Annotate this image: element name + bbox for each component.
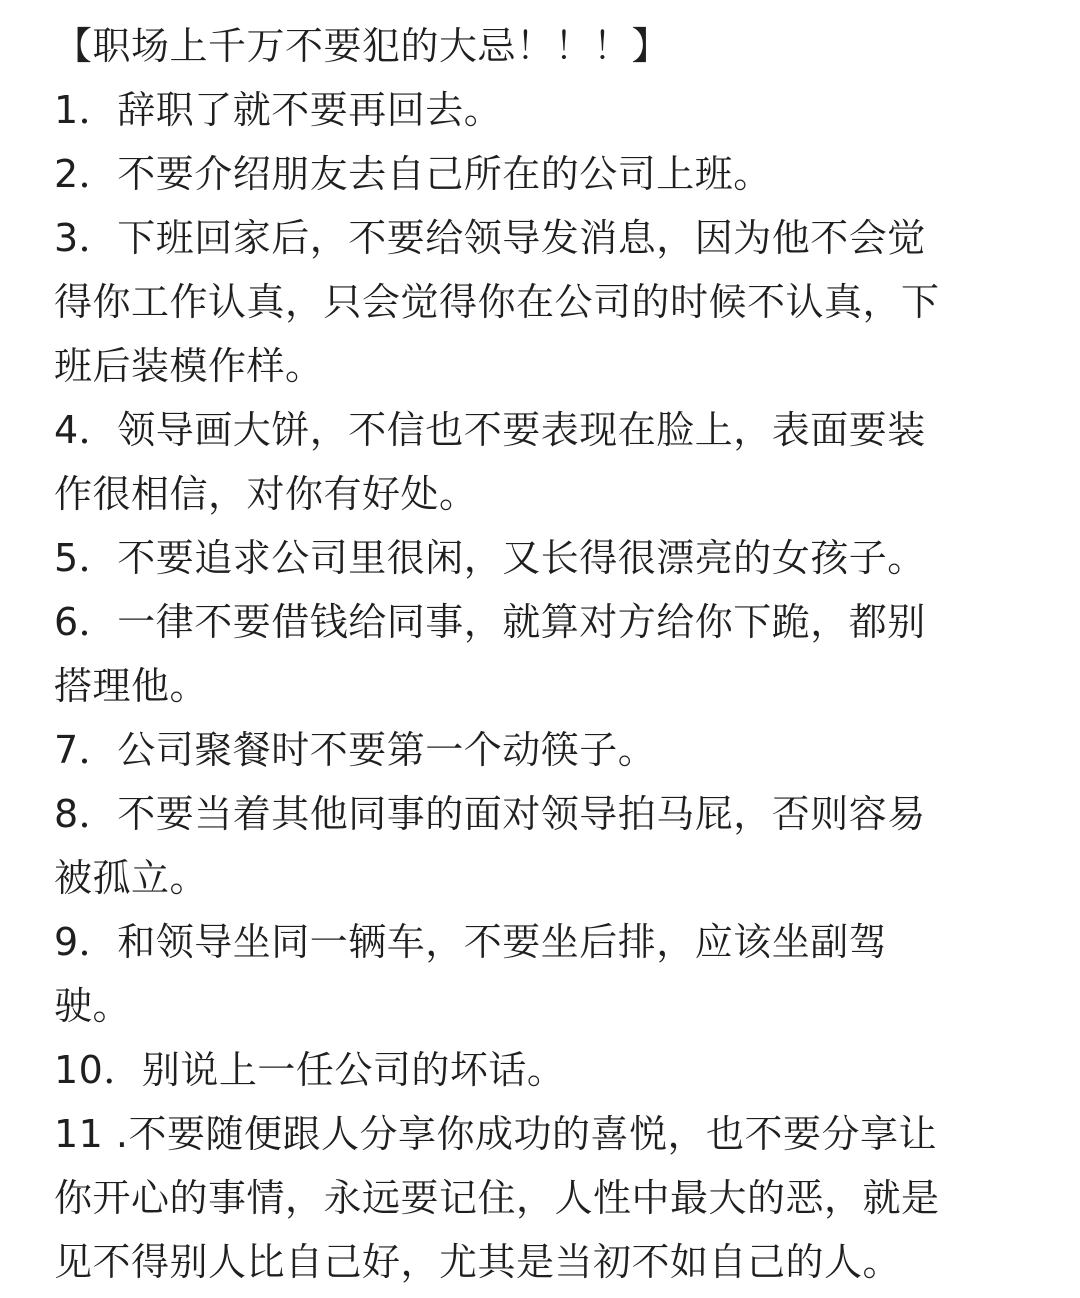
list-item-body: [54, 526, 1034, 590]
list-item-text: 一律不要借钱给同事，就算对方给你下跪，都别: [117, 600, 926, 644]
list-item-line: [54, 718, 1034, 782]
list-item-number: 9．: [54, 920, 118, 964]
list-item-number: 3．: [54, 216, 118, 260]
list-item-number: 4．: [54, 408, 118, 452]
list-item-number: 8．: [54, 792, 118, 836]
list-item-number: 5．: [54, 536, 118, 580]
list-item-body: [54, 206, 1034, 398]
list-item: [54, 1038, 1034, 1102]
list-item: [54, 398, 1034, 526]
list-item-line: [54, 590, 1034, 654]
list-item-line: [54, 206, 1034, 270]
list-item-body: [54, 1038, 1034, 1102]
list-item-text: 下班回家后，不要给领导发消息，因为他不会觉: [117, 216, 926, 260]
list-item-text: 不要介绍朋友去自己所在的公司上班。: [117, 152, 772, 196]
list-item-number: 7．: [54, 728, 118, 772]
list-item-body: [54, 910, 1034, 1038]
list-item-body: [54, 782, 1034, 910]
list-item-body: [54, 142, 1034, 206]
list-item-body: [54, 590, 1034, 718]
list-item-line: [54, 78, 1034, 142]
list-item-text: 驶。: [54, 984, 132, 1028]
list-item-text: 不要追求公司里很闲，又长得很漂亮的女孩子。: [117, 536, 926, 580]
list-item: [54, 206, 1034, 398]
list-item: [54, 590, 1034, 718]
list-item-body: [54, 78, 1034, 142]
list-item-line: [54, 910, 1034, 974]
list-item-text: 别说上一任公司的坏话。: [141, 1048, 566, 1092]
list-item-text: 领导画大饼，不信也不要表现在脸上，表面要装: [117, 408, 926, 452]
list-item-line: [54, 782, 1034, 846]
list-item: [54, 910, 1034, 1038]
article: [54, 14, 1034, 1294]
list-item-body: [54, 398, 1034, 526]
list-item: [54, 78, 1034, 142]
list-item-line: [54, 142, 1034, 206]
list-item-body: [54, 718, 1034, 782]
list-item-text: 你开心的事情，永远要记住，人性中最大的恶，就是: [54, 1176, 940, 1220]
list-item-line: [54, 526, 1034, 590]
list-item-number: 6．: [54, 600, 118, 644]
list-item-text: 见不得别人比自己好，尤其是当初不如自己的人。: [54, 1240, 902, 1284]
list-item-number: 10．: [54, 1048, 142, 1092]
list-item-number: 2．: [54, 152, 118, 196]
list-item-text: 辞职了就不要再回去。: [117, 88, 503, 132]
list-item-line: [54, 1102, 1034, 1166]
list-item: [54, 718, 1034, 782]
list-item-number: 11 .: [54, 1112, 129, 1156]
list-item-text: 公司聚餐时不要第一个动筷子。: [117, 728, 657, 772]
list-item-text: 作很相信，对你有好处。: [54, 472, 478, 516]
article-title: 【职场上千万不要犯的大忌！！！】: [54, 24, 671, 68]
rules-list: [54, 78, 1034, 1294]
list-item-body: [54, 1102, 1034, 1294]
list-item: [54, 1102, 1034, 1294]
list-item-text: 不要随便跟人分享你成功的喜悦，也不要分享让: [128, 1112, 938, 1156]
list-item-text: 得你工作认真，只会觉得你在公司的时候不认真，下: [54, 280, 940, 324]
list-item-text: 不要当着其他同事的面对领导拍马屁，否则容易: [117, 792, 926, 836]
list-item-text: 被孤立。: [54, 856, 209, 900]
list-item: [54, 782, 1034, 910]
list-item-line: [54, 398, 1034, 462]
list-item: [54, 526, 1034, 590]
list-item-text: 搭理他。: [54, 664, 209, 708]
list-item-text: 和领导坐同一辆车，不要坐后排，应该坐副驾: [117, 920, 888, 964]
list-item-line: [54, 1038, 1034, 1102]
list-item: [54, 142, 1034, 206]
list-item-text: 班后装模作样。: [54, 344, 324, 388]
list-item-number: 1．: [54, 88, 118, 132]
